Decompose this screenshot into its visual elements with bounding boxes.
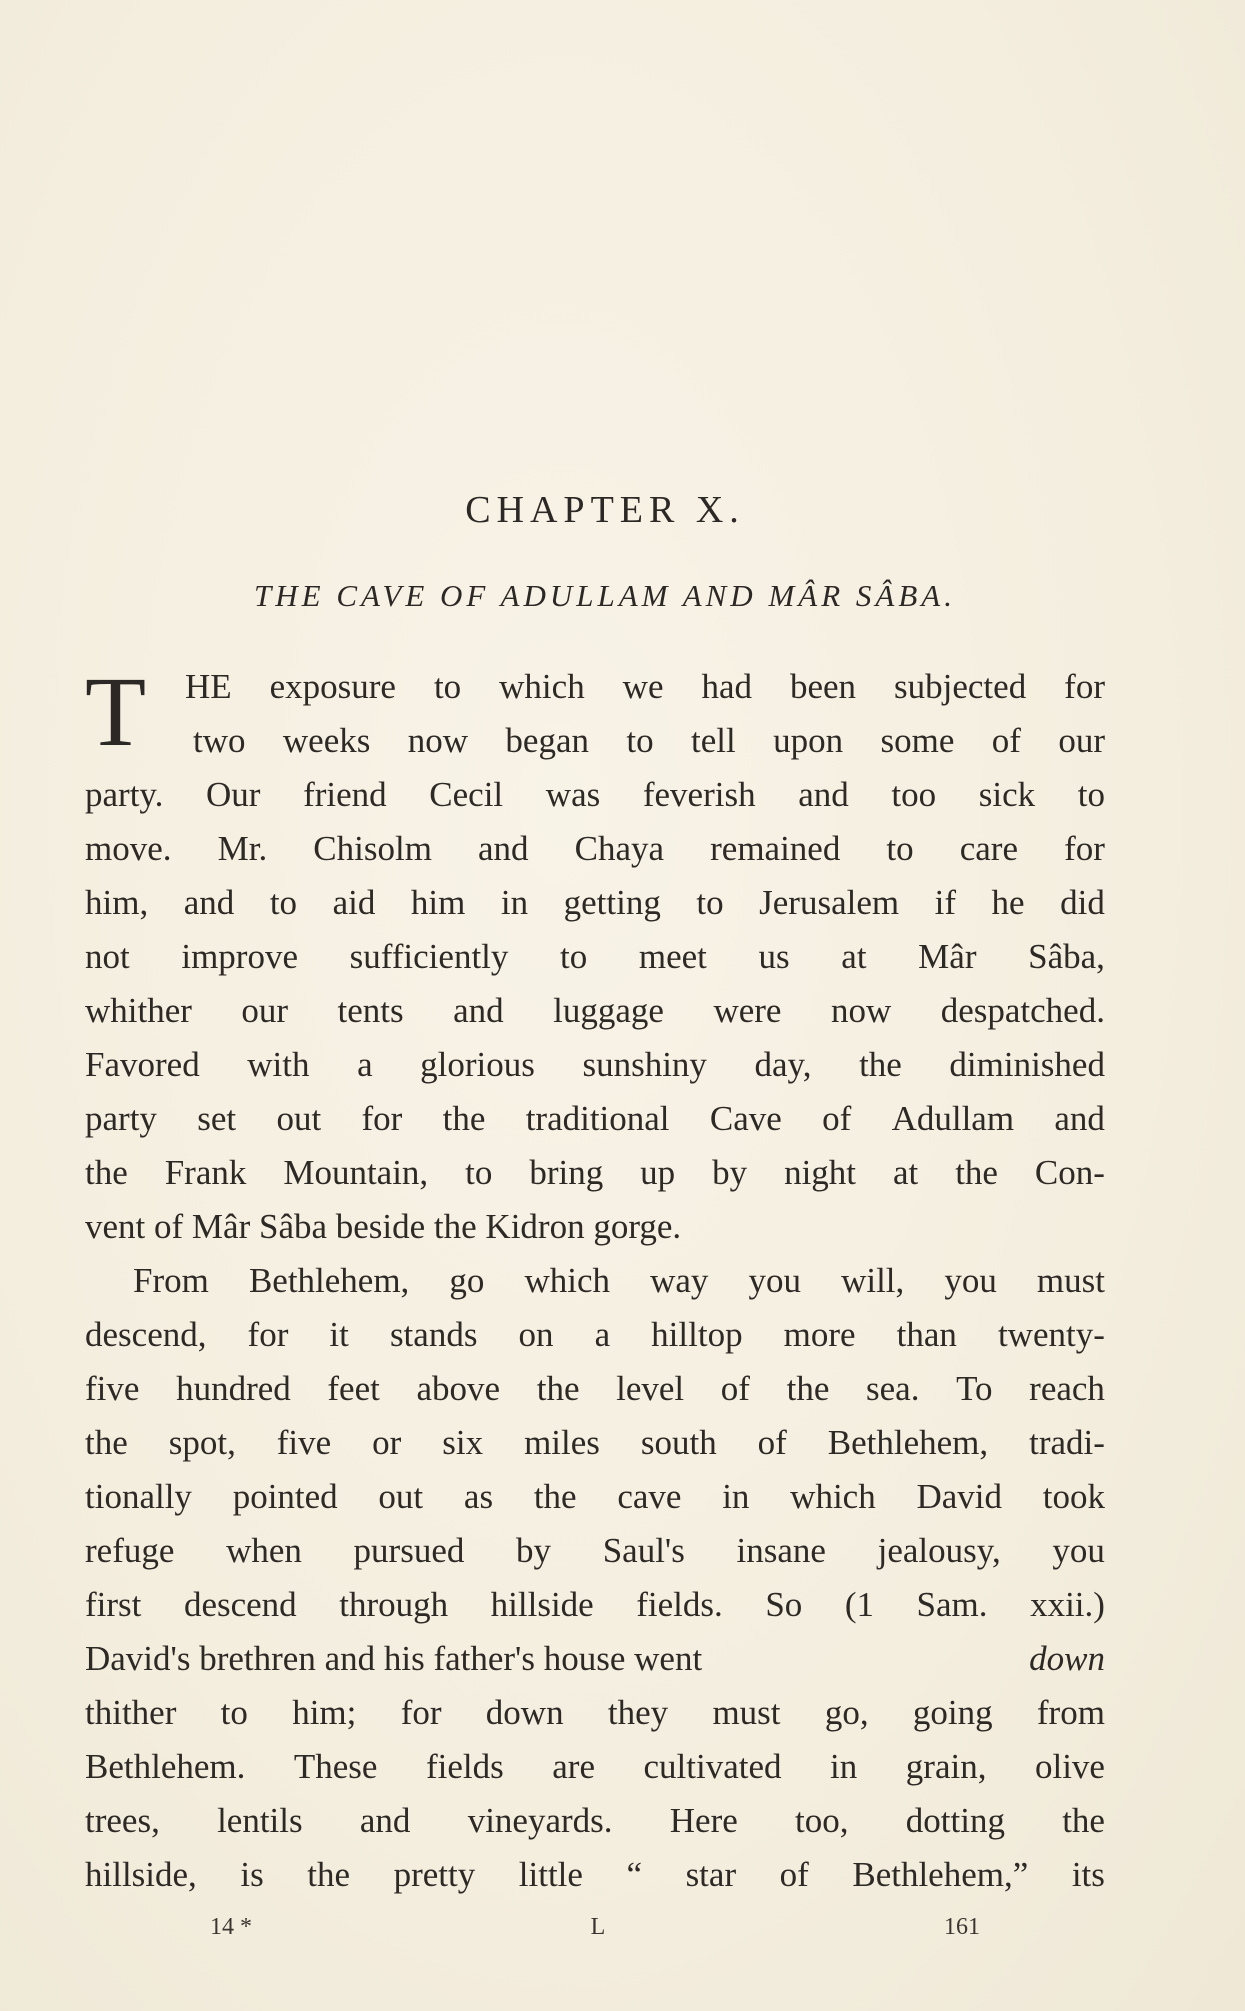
word: thither [85,1693,177,1732]
word: to [560,937,588,976]
word: in [500,883,529,922]
text-line-8 [85,1038,1105,1092]
word: Here [669,1801,738,1840]
word: he [991,883,1025,922]
word: the [955,1153,998,1192]
word: tradi- [1029,1423,1105,1462]
text-line-4 [85,822,1105,876]
word: they [607,1693,669,1732]
word: you [748,1261,801,1300]
word: friend [303,775,387,814]
sheet-letter: L [590,1914,606,1940]
word: and [798,775,849,814]
text-line-19 [85,1632,1105,1686]
word: So [765,1585,803,1624]
word: vineyards. [467,1801,613,1840]
word: out [378,1477,424,1516]
word: whither [85,991,192,1030]
word: now [407,721,469,760]
word: way [650,1261,709,1300]
page-number: 161 [943,1914,980,1940]
word: was [545,775,601,814]
word: the [536,1369,580,1408]
word: Bethlehem,” [852,1855,1029,1894]
word: insane [736,1531,826,1570]
word: which [499,667,585,706]
word: to [433,667,462,706]
word: pretty [393,1855,476,1894]
word: if [934,883,957,922]
word: to [220,1693,248,1732]
text-line-19-main: David's brethren and his father's house went [85,1639,703,1678]
word: the [442,1099,486,1138]
word: were [713,991,782,1030]
word: of [779,1855,809,1894]
word: us [758,937,790,976]
text-line-17 [85,1524,1105,1578]
word: aid [332,883,376,922]
word: of [757,1423,787,1462]
text-line-6 [85,930,1105,984]
word: we [622,667,664,706]
word: diminished [949,1045,1105,1084]
word: down [485,1693,564,1732]
word: or [372,1423,402,1462]
word: getting [563,883,661,922]
word: little [518,1855,583,1894]
text-line-14 [85,1362,1105,1416]
word: dotting [905,1801,1005,1840]
text-line-15 [85,1416,1105,1470]
word: to [465,1153,493,1192]
word: to [269,883,298,922]
word: and [453,991,504,1030]
word: it [329,1315,349,1354]
word: olive [1034,1747,1105,1786]
word: Cave [709,1099,782,1138]
word: Chisolm [313,829,432,868]
word: in [830,1747,858,1786]
word: for [1064,667,1105,706]
word: Cecil [429,775,504,814]
word: trees, [85,1801,160,1840]
word: first [85,1585,142,1624]
word: xxii.) [1030,1585,1105,1624]
word: the [533,1477,577,1516]
word: tents [337,991,404,1030]
word: the [85,1423,128,1462]
word: tell [691,721,736,760]
word: reach [1029,1369,1105,1408]
word: fields [425,1747,504,1786]
word: been [789,667,857,706]
word: pursued [353,1531,465,1570]
word: weeks [282,721,371,760]
text-line-18 [85,1578,1105,1632]
word: for [247,1315,289,1354]
text-line-20 [85,1686,1105,1740]
word: sea. [866,1369,920,1408]
word: party. [85,775,164,814]
word: and [1054,1099,1105,1138]
word: From [133,1261,209,1300]
text-line-10 [85,1146,1105,1200]
text-line-11: vent of Mâr Sâba beside the Kidron gorge. [85,1207,682,1246]
chapter-heading: CHAPTER X. [465,489,745,531]
word: two [193,721,246,760]
word: spot, [168,1423,236,1462]
word: Frank [164,1153,247,1192]
word: “ [626,1855,643,1894]
word: Mountain, [283,1153,429,1192]
word: you [944,1261,997,1300]
word: (1 [844,1585,874,1624]
word: out [276,1099,322,1138]
word: tionally [85,1477,192,1516]
word: descend, [85,1315,207,1354]
word: by [516,1531,552,1570]
word: fields. [636,1585,723,1624]
word: for [361,1099,403,1138]
text-line-22 [85,1794,1105,1848]
word: too, [795,1801,849,1840]
word: traditional [525,1099,670,1138]
word: sick [978,775,1036,814]
text-line-13 [85,1308,1105,1362]
word: party [85,1099,157,1138]
word: cave [617,1477,682,1516]
word: move. [85,829,172,868]
word: Adullam [891,1099,1015,1138]
text-line-3 [85,768,1105,822]
word: Saul's [602,1531,685,1570]
word: did [1060,883,1105,922]
word: now [830,991,892,1030]
text-line-9 [85,1092,1105,1146]
word: which [790,1477,876,1516]
word: pointed [232,1477,338,1516]
word: with [247,1045,310,1084]
word: him, [85,883,149,922]
word: a [357,1045,373,1084]
word: above [416,1369,501,1408]
word: twenty- [997,1315,1105,1354]
word: set [197,1099,237,1138]
word: Favored [85,1045,200,1084]
word: feverish [642,775,756,814]
word: HE [185,667,232,706]
word: for [1064,829,1105,868]
word: to [886,829,914,868]
word: Mr. [217,829,268,868]
word: some [880,721,955,760]
word: cultivated [643,1747,782,1786]
word: subjected [894,667,1027,706]
text-line-7 [85,984,1105,1038]
word: at [841,937,867,976]
word: sufficiently [349,937,509,976]
word: grain, [905,1747,987,1786]
word: five [276,1423,332,1462]
word: meet [638,937,707,976]
word: which [524,1261,611,1300]
word: to [626,721,654,760]
word: sunshiny [582,1045,707,1084]
word: as [463,1477,494,1516]
word: Bethlehem, [248,1261,410,1300]
word: up [640,1153,676,1192]
signature-mark: 14 * [210,1914,252,1940]
text-line-12 [85,1254,1105,1308]
word: a [594,1315,611,1354]
text-line-23 [85,1848,1105,1902]
text-line-16 [85,1470,1105,1524]
word: bring [529,1153,604,1192]
word: him; [292,1693,357,1732]
word: of [991,721,1021,760]
word: Chaya [574,829,665,868]
word: and [478,829,529,868]
chapter-title: THE CAVE OF ADULLAM AND MÂR SÂBA. [254,578,956,613]
word: glorious [420,1045,535,1084]
word: is [240,1855,264,1894]
word: hillside [490,1585,594,1624]
word: six [442,1423,484,1462]
word: of [720,1369,750,1408]
word: you [1052,1531,1105,1570]
word: the [85,1153,128,1192]
word: in [722,1477,750,1516]
word: through [339,1585,449,1624]
word: luggage [553,991,664,1030]
word: the [859,1045,902,1084]
word: feet [327,1369,380,1408]
word: Sâba, [1028,937,1105,976]
word: hilltop [651,1315,743,1354]
word: too [891,775,937,814]
word: him [410,883,466,922]
word: more [783,1315,856,1354]
word: refuge [85,1531,175,1570]
text-line-2 [85,714,1105,768]
word: not [85,937,130,976]
body-text [85,656,1105,1902]
word: These [293,1747,378,1786]
word: Con- [1034,1153,1105,1192]
word: hundred [176,1369,291,1408]
word: than [896,1315,957,1354]
word: Sam. [916,1585,988,1624]
word: the [1062,1801,1105,1840]
text-line-21 [85,1740,1105,1794]
word: on [518,1315,554,1354]
word: hillside, [85,1855,197,1894]
word: Bethlehem, [827,1423,989,1462]
word: level [616,1369,685,1408]
word: our [1058,721,1105,760]
word: go [449,1261,485,1300]
word: despatched. [940,991,1105,1030]
word: are [552,1747,595,1786]
word: its [1071,1855,1105,1894]
word: of [822,1099,852,1138]
word: care [959,829,1018,868]
word: five [85,1369,140,1408]
word: lentils [217,1801,303,1840]
word: star [685,1855,737,1894]
word: south [640,1423,717,1462]
word: David [916,1477,1003,1516]
word: go, [824,1693,869,1732]
word: descend [183,1585,297,1624]
word: stands [389,1315,478,1354]
word: had [701,667,752,706]
word: miles [524,1423,600,1462]
word: Jerusalem [759,883,900,922]
word: from [1036,1693,1105,1732]
word: Bethlehem. [85,1747,246,1786]
word: when [226,1531,302,1570]
word: remained [710,829,841,868]
word: the [307,1855,351,1894]
word: began [505,721,589,760]
text-line-5 [85,876,1105,930]
text-line-19-italic: down [1029,1639,1105,1678]
word: To [956,1369,993,1408]
word: and [183,883,235,922]
drop-cap: T [85,656,147,767]
word: improve [181,937,298,976]
word: and [359,1801,411,1840]
word: will, [841,1261,905,1300]
word: at [892,1153,919,1192]
word: jealousy, [877,1531,1001,1570]
word: exposure [269,667,396,706]
word: took [1042,1477,1105,1516]
word: night [784,1153,857,1192]
word: by [712,1153,748,1192]
word: day, [754,1045,812,1084]
word: must [1036,1261,1105,1300]
word: upon [773,721,844,760]
word: the [786,1369,830,1408]
word: going [912,1693,993,1732]
word: to [1077,775,1105,814]
word: Our [206,775,261,814]
word: our [241,991,289,1030]
word: for [400,1693,442,1732]
word: to [696,883,724,922]
word: Mâr [918,937,977,976]
page-footer [210,1914,980,1944]
text-line-1 [85,660,1105,714]
word: must [712,1693,781,1732]
